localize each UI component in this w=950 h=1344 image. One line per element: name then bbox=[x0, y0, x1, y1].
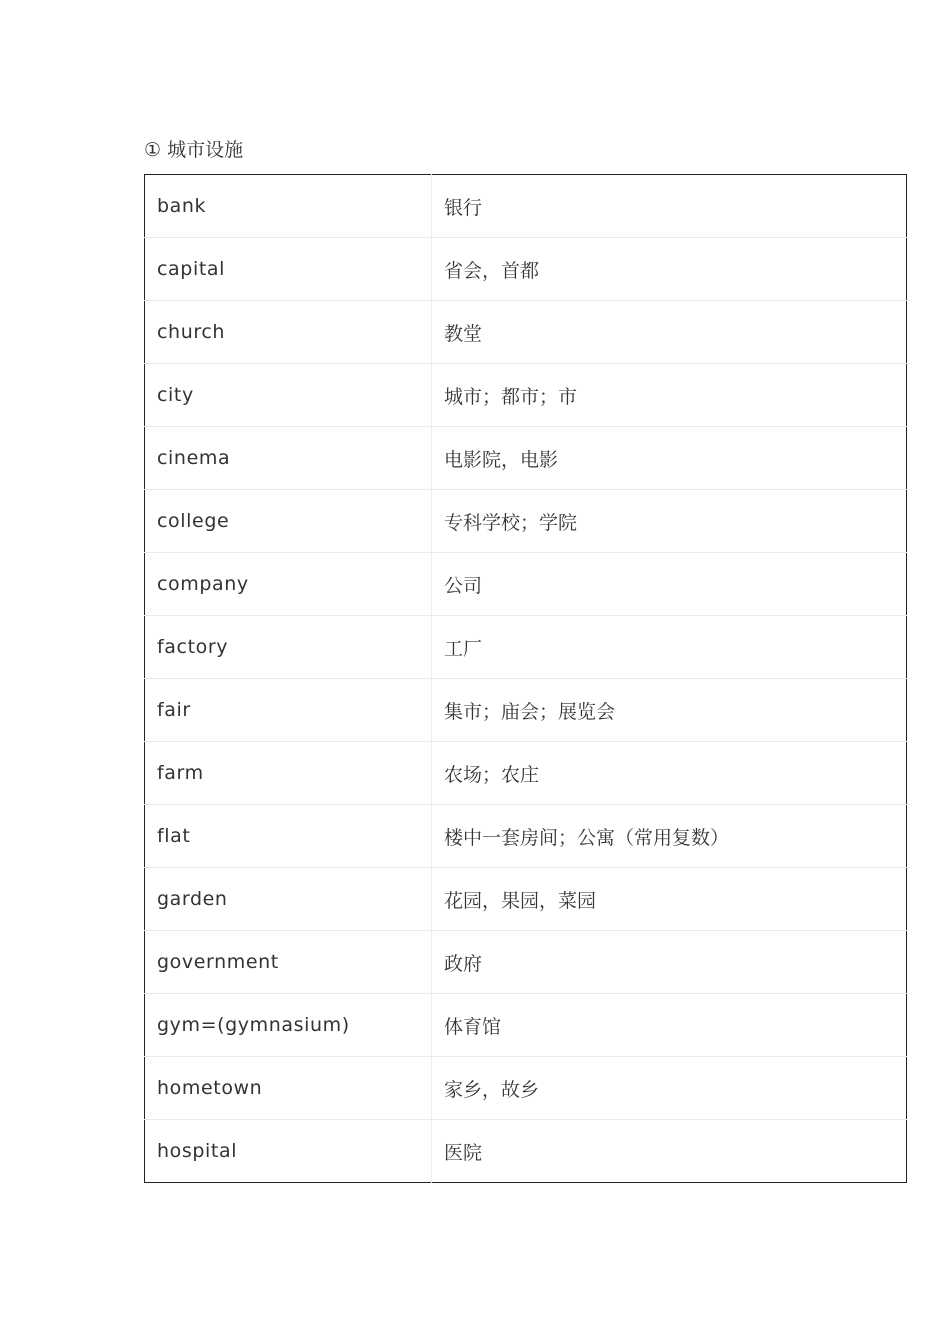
word-cell: fair bbox=[145, 679, 432, 742]
vocabulary-table bbox=[144, 174, 907, 1183]
word-cell: capital bbox=[145, 238, 432, 301]
meaning-cell: 体育馆 bbox=[432, 994, 907, 1057]
meaning-cell: 专科学校；学院 bbox=[432, 490, 907, 553]
table-row bbox=[145, 238, 907, 301]
table-row bbox=[145, 805, 907, 868]
meaning-cell: 城市；都市；市 bbox=[432, 364, 907, 427]
meaning-cell: 工厂 bbox=[432, 616, 907, 679]
meaning-cell: 政府 bbox=[432, 931, 907, 994]
word-cell: garden bbox=[145, 868, 432, 931]
meaning-cell: 省会，首都 bbox=[432, 238, 907, 301]
word-cell: college bbox=[145, 490, 432, 553]
word-cell: farm bbox=[145, 742, 432, 805]
table-row bbox=[145, 553, 907, 616]
word-cell: factory bbox=[145, 616, 432, 679]
table-row bbox=[145, 1120, 907, 1183]
word-cell: cinema bbox=[145, 427, 432, 490]
meaning-cell: 楼中一套房间；公寓（常用复数） bbox=[432, 805, 907, 868]
word-cell: hospital bbox=[145, 1120, 432, 1183]
meaning-cell: 银行 bbox=[432, 175, 907, 238]
word-cell: government bbox=[145, 931, 432, 994]
word-cell: company bbox=[145, 553, 432, 616]
word-cell: city bbox=[145, 364, 432, 427]
table-row bbox=[145, 931, 907, 994]
section-heading: ① 城市设施 bbox=[144, 139, 244, 161]
meaning-cell: 医院 bbox=[444, 1141, 483, 1164]
word-cell: bank bbox=[145, 175, 432, 238]
table-row bbox=[145, 175, 907, 238]
word-cell: hometown bbox=[145, 1057, 432, 1120]
word-cell: gym=(gymnasium) bbox=[145, 994, 432, 1057]
word-cell: flat bbox=[145, 805, 432, 868]
table-row bbox=[145, 364, 907, 427]
meaning-cell: 农场；农庄 bbox=[432, 742, 907, 805]
table-row bbox=[145, 1057, 907, 1120]
meaning-cell: 家乡，故乡 bbox=[432, 1057, 907, 1120]
table-row bbox=[145, 616, 907, 679]
meaning-cell: 花园，果园，菜园 bbox=[432, 868, 907, 931]
table-row bbox=[145, 742, 907, 805]
table-row bbox=[145, 679, 907, 742]
meaning-cell: 集市；庙会；展览会 bbox=[432, 679, 907, 742]
meaning-cell: 教堂 bbox=[432, 301, 907, 364]
meaning-cell: 公司 bbox=[432, 553, 907, 616]
table-row bbox=[145, 427, 907, 490]
table-row bbox=[145, 490, 907, 553]
table-row bbox=[145, 994, 907, 1057]
table-row bbox=[145, 868, 907, 931]
meaning-cell: 电影院，电影 bbox=[432, 427, 907, 490]
table-row bbox=[145, 301, 907, 364]
word-cell: church bbox=[145, 301, 432, 364]
